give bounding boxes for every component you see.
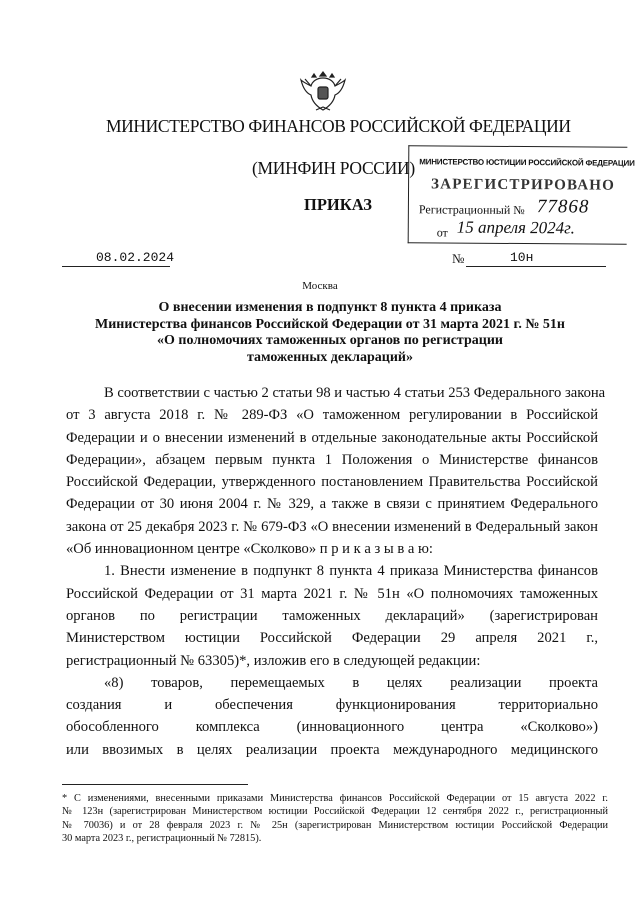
title-line: «О полномочиях таможенных органов по регистрации (157, 333, 503, 348)
stamp-date: 15 апреля 2024г. (456, 217, 575, 238)
registration-stamp (408, 145, 635, 245)
coat-of-arms-icon (298, 66, 348, 116)
title-line: Министерства финансов Российской Федерации от 31 марта 2021 г. № 51н (95, 316, 565, 332)
body-line: органов по регистрации таможенных деклараций» (зарегистрирован (66, 607, 598, 624)
footnote-separator (62, 784, 248, 785)
title-line: таможенных деклараций» (247, 349, 413, 365)
stamp-org: МИНИСТЕРСТВО ЮСТИЦИИ РОССИЙСКОЙ ФЕДЕРАЦИИ (419, 157, 635, 168)
number-underline (466, 266, 606, 267)
ministry-short-name: (МИНФИН РОССИИ) (252, 158, 415, 178)
body-line: Федерации», абзацем первым пункта 1 Положения о Министерстве финансов (66, 451, 598, 468)
footnote (62, 792, 608, 846)
body-line: Федерации и о внесении изменений в отдельные законодательные акты Российской (66, 429, 598, 446)
body-line: В соответствии с частью 2 статьи 98 и частью 4 статьи 253 Федерального закона (104, 385, 606, 401)
document-body (66, 382, 606, 761)
title-line: О внесении изменения в подпункт 8 пункта 4 приказа (158, 300, 502, 315)
body-line: создания и обеспечения функционирования территориально (66, 697, 598, 714)
body-line: обособленного комплекса (инновационного центра «Сколково») (66, 719, 598, 736)
body-line: Российской Федерации от 31 марта 2021 г. № 51н «О полномочиях таможенных (66, 585, 598, 602)
body-line: Министерством юстиции Российской Федерации 29 апреля 2021 г., (66, 630, 598, 647)
city: Москва (302, 280, 338, 292)
body-line: закона от 25 декабря 2023 г. № 679-ФЗ «О внесении изменений в Федеральный закон (66, 518, 598, 535)
stamp-number-label: Регистрационный № (418, 202, 525, 218)
ministry-name: МИНИСТЕРСТВО ФИНАНСОВ РОССИЙСКОЙ ФЕДЕРАЦИИ (106, 116, 571, 136)
footnote-line: № 123н (зарегистрирован Министерством юстиции Российской Федерации 12 сентября 2022 г., регистрационный (62, 806, 608, 818)
footnote-line: 30 марта 2023 г., регистрационный № 72815). (62, 833, 262, 845)
body-line: «Об инновационном центре «Сколково» п р и к а з ы в а ю: (66, 541, 433, 558)
document-date: 08.02.2024 (96, 250, 175, 265)
date-underline (62, 266, 170, 267)
document-type: ПРИКАЗ (304, 195, 372, 214)
body-line: регистрационный № 63305)*, изложив его в следующей редакции: (66, 652, 481, 669)
body-line: Федерации от 30 июня 2004 г. № 329, а также в связи с принятием Федерального (66, 496, 598, 513)
body-line: Российской Федерации, утвержденного постановлением Правительства Российской (66, 474, 598, 491)
footnote-line: * С изменениями, внесенными приказами Министерства финансов Российской Федерации от 15 августа 2022 г. (62, 793, 608, 804)
document-number: 10н (510, 250, 534, 265)
number-sign: № (452, 251, 465, 266)
stamp-status: ЗАРЕГИСТРИРОВАНО (431, 176, 616, 194)
body-line: 1. Внести изменение в подпункт 8 пункта 4 приказа Министерства финансов (104, 563, 598, 580)
body-line: или ввозимых в целях реализации проекта международного медицинского (66, 741, 598, 758)
stamp-number: 77868 (536, 196, 590, 218)
body-line: «8) товаров, перемещаемых в целях реализации проекта (104, 674, 598, 691)
footnote-line: № 70036) и от 28 февраля 2023 г. № 25н (зарегистрирован Министерством юстиции Российской Федерации (62, 819, 608, 831)
document-title (70, 300, 590, 366)
stamp-date-label: от (436, 225, 448, 240)
body-line: от 3 августа 2018 г. № 289-ФЗ «О таможенном регулировании в Российской (66, 407, 598, 424)
